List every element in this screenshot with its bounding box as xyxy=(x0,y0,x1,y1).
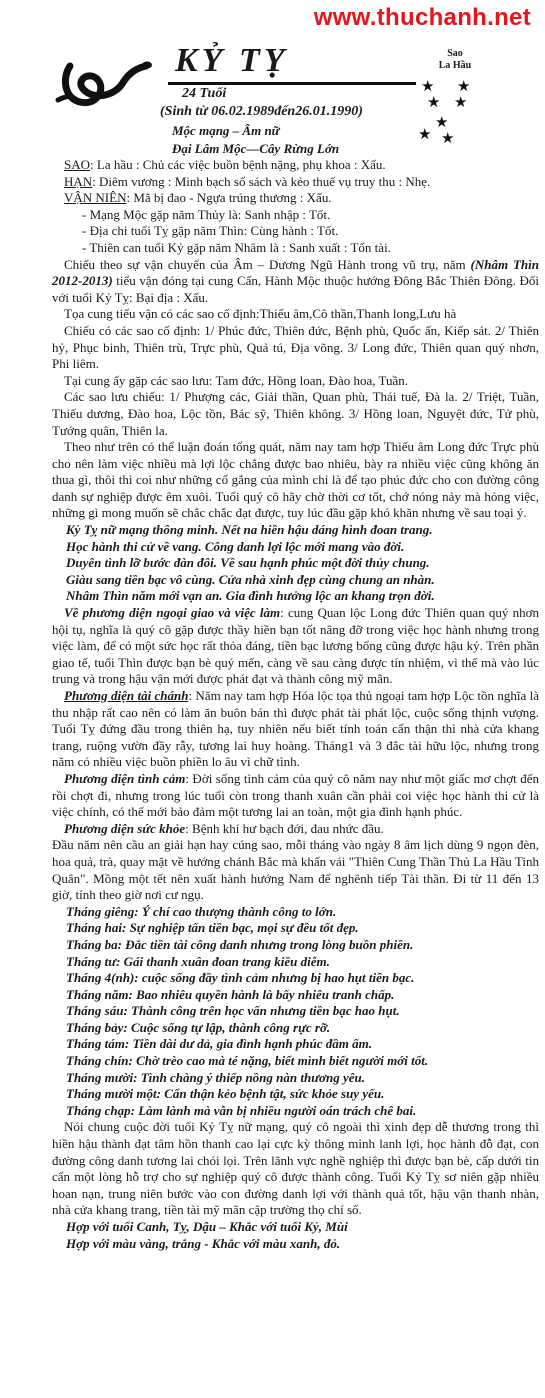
month-name: Tháng năm xyxy=(66,986,129,1002)
month-line xyxy=(52,1003,539,1020)
month-line xyxy=(52,1020,539,1037)
paragraph-chieu xyxy=(52,257,539,307)
paragraph-suc-khoe xyxy=(52,821,539,838)
p1-year: (Nhâm Thìn 2012-2013) xyxy=(52,256,540,289)
star-icon: ★ xyxy=(454,95,468,111)
sao-label: SAO xyxy=(64,157,91,172)
p1-text-a: Chiếu theo sự vận chuyển của Âm – Dương Ngũ Hành trong vũ trụ, năm xyxy=(64,256,466,272)
vannien-line xyxy=(52,190,539,207)
hop-tuoi: Hợp với tuổi Canh, Tỵ, Dậu – Khắc với tuổi Kỷ, Mùi xyxy=(66,1219,348,1234)
month-line xyxy=(52,1070,539,1087)
month-name: Tháng chạp xyxy=(66,1102,131,1118)
month-line xyxy=(52,987,539,1004)
month-line xyxy=(52,1053,539,1070)
poem-line: Nhâm Thìn năm mới vạn an. Gia đình hưởng lộc an khang trọn đời. xyxy=(66,588,435,604)
month-name: Tháng mười xyxy=(66,1069,134,1085)
sao-text: : La hầu : Chủ các việc buồn bệnh nặng, phụ khoa : Xấu. xyxy=(90,157,386,172)
month-text: : Thành công trên học vấn nhưng tiền bạc hao hụt. xyxy=(123,1003,400,1019)
star-icon: ★ xyxy=(441,131,455,147)
month-name: Tháng hai xyxy=(66,920,122,936)
month-line xyxy=(52,920,539,937)
star-icon: ★ xyxy=(421,79,435,95)
star-name: La Hầu xyxy=(438,60,472,71)
suc-khoe-text: : Bệnh khí hư bạch đới, đau nhức đầu. xyxy=(185,820,384,836)
star-title: Sao xyxy=(447,48,463,59)
months-list xyxy=(52,904,539,1120)
month-name: Tháng chín xyxy=(66,1053,129,1069)
star-icon: ★ xyxy=(418,127,432,143)
star-icon: ★ xyxy=(457,79,471,95)
tai-chanh-text: : Năm nay tam hợp Hóa lộc tọa thủ ngoại tam hợp Lộc tồn nghĩa là thu nhập rất cao nên có làm ăn buôn bán thì được phát tài phát lộc, cuộc sống thịnh vượng. Tuổi Tỵ đứng đầu trong thiên hạ, tuy nhiên nếu biết tính toán cẩn thận thì nhà cửa khang trang, ruộng vườn đầy rẫy, tương lai huy hoàng. Tháng1 và 3 đắc tài hữu lộc, nhưng trong năm có nhiều việc buồn phiền lo âu vì chữ tình. xyxy=(52,688,539,770)
month-name: Tháng bảy xyxy=(66,1019,124,1035)
month-line xyxy=(52,1103,539,1120)
month-text: : Bao nhiêu quyền hành là bấy nhiêu tranh chấp. xyxy=(128,986,395,1002)
month-text: : Làm lành mà vẫn bị nhiều người oán trách chê bai. xyxy=(130,1102,417,1118)
page-title: KỶ TỴ xyxy=(175,42,289,79)
birth-range: (Sinh từ 06.02.1989đến26.01.1990) xyxy=(160,104,363,119)
month-text: : Đắc tiền tài công danh nhưng trong lòng buồn phiền. xyxy=(117,936,414,952)
list-item: - Thiên can tuổi Kỷ gặp năm Nhâm là : Sanh xuất : Tốn tài. xyxy=(82,239,391,255)
han-line xyxy=(52,174,539,191)
month-name: Tháng mười một xyxy=(66,1086,157,1102)
suc-khoe-label: Phương diện sức khỏe xyxy=(64,820,186,836)
tinh-cam-text: : Đời sống tình cảm của quý cô năm nay như một giấc mơ chợt đến rồi chợt đi, nhưng trong lúc tuổi còn trong thanh xuân cần phải coi việc học hành thi cử là việc chính, có thế mới bảo đảm một tương lai an toàn, một gia đình hạnh phúc. xyxy=(52,770,540,820)
month-line xyxy=(52,1036,539,1053)
title-underline xyxy=(168,82,416,85)
ngoai-giao-text: : cung Quan lộc Long đức Thiên quan quý nhơn hội tụ, nghĩa là quý cô gặp được thầy hiền bạn tốt nâng đỡ trong việc học hành nhưng trong việc làm, để có một sức học rất thỏa đáng, tiền bạc lương bổng cũng được hậu kỷ. Trên phần giao tế, tuổi Thìn được bạn bè quý mến, càng về sau càng được tín nhiệm, vì thế mà vào lúc trung và trong hậu vận mới được phát đạt và thành công mỹ mãn. xyxy=(52,605,539,687)
paragraph-sao-luu: Tại cung ấy gặp các sao lưu: Tam đức, Hồng loan, Đào hoa, Tuần. xyxy=(64,372,409,388)
month-text: : Cuộc sống tự lập, thành công rực rỡ. xyxy=(123,1019,331,1035)
site-url[interactable]: www.thuchanh.net xyxy=(313,4,531,31)
napam-label: Đại Lâm Mộc—Cây Rừng Lớn xyxy=(172,141,340,156)
menh-label: Mộc mạng – Âm nữ xyxy=(172,123,280,138)
ngoai-giao-label: Về phương diện ngoại giao và việc làm xyxy=(64,605,281,621)
vannien-label: VẬN NIÊN xyxy=(64,190,127,206)
month-line xyxy=(52,954,539,971)
month-line xyxy=(52,937,539,954)
poem-line: Kỷ Tỵ nữ mạng thông minh. Nết na hiền hậu dáng hình đoan trang. xyxy=(66,522,433,538)
month-text: : Sự nghiệp tấn tiền bạc, mọi sự đều tốt đẹp. xyxy=(122,920,359,936)
paragraph-tai-chanh xyxy=(52,688,539,771)
month-line xyxy=(52,904,539,921)
month-text: : Cẩn thận kẻo bệnh tật, sức khỏe suy yếu. xyxy=(156,1086,385,1102)
age-label: 24 Tuổi xyxy=(182,86,227,101)
han-label: HẠN xyxy=(64,173,93,189)
tai-chanh-label: Phương diện tài chánh xyxy=(64,688,189,703)
month-name: Tháng tư xyxy=(66,953,117,969)
star-icon: ★ xyxy=(435,115,449,131)
poem-line: Giàu sang tiền bạc vô cùng. Cửa nhà xinh đẹp cùng chung an nhàn. xyxy=(66,571,435,587)
month-line xyxy=(52,970,539,987)
month-name: Tháng giêng xyxy=(66,903,135,919)
month-line xyxy=(52,1086,539,1103)
paragraph-cau-an: Đầu năm nên cầu an giải hạn hay cúng sao, mỗi tháng vào ngày 8 âm lịch dùng 9 ngọn đèn, hoa quả, trà, quay mặt về hướng chánh Bắc mà khấn vái "Thiên Cung Thần Thủ La Hầu Tinh Quân". Mồng một tết nên xuất hành hướng Nam để nghênh tiếp Tài thần. Đi từ 11 đến 13 giờ, tính theo giờ nơi cư ngụ. xyxy=(52,837,539,903)
paragraph-ngoai-giao xyxy=(52,605,539,688)
month-text: : Ý chí cao thượng thành công to lớn. xyxy=(134,903,337,919)
paragraph-luan-doan: Theo như trên có thể luận đoán tổng quát, năm nay tam hợp Thiếu âm Long đức Trực phù cho nên làm việc nhiều mà lợi lộc chẳng được bao nhiêu, bày ra nhiều việc cũng không ăn thua gì, thôi thì coi như những cố gắng của mình chỉ là để tạo phúc đức cho con đường công danh sự nghiệp được êm xuôi. Tuổi quý cô hãy chờ thời cơ tốt, chớ nóng nảy mà hỏng việc, những gì mong muốn sẽ chắc chắc đạt được, tuy lúc đầu gặp khó khăn nhưng về sau toại ý. xyxy=(52,439,539,521)
paragraph-chieu-sao: Chiếu có các sao cố định: 1/ Phúc đức, Thiên đức, Bệnh phù, Quốc ấn, Kiếp sát. 2/ Thiên hỷ, Phục binh, Thiên trù, Trực phù, Quả tú, Địa võng. 3/ Long đức, Thiên quan quý nhơn, Phi liêm. xyxy=(52,322,539,372)
month-text: : cuộc sống đầy tình cảm nhưng bị hao hụt tiền bạc. xyxy=(134,970,415,986)
vannien-text: : Mã bị đao - Ngựa trúng thương : Xấu. xyxy=(126,190,332,206)
month-name: Tháng 4(nh) xyxy=(66,970,135,986)
paragraph-tinh-cam xyxy=(52,771,539,821)
month-text: : Chờ trèo cao mà té nặng, biết mình biết người mới tốt. xyxy=(128,1053,429,1069)
poem-line: Duyên tình lỡ bước đàn đôi. Về sau hạnh phúc một đời thủy chung. xyxy=(66,555,430,571)
star-label xyxy=(433,48,477,72)
tinh-cam-label: Phương diện tình cảm xyxy=(64,770,186,786)
p1-text-c: tiểu vận đóng tại cung Cấn, Hành Mộc thuộc hướng Đông Bắc Thiên Đông. Đối với tuổi Kỷ Tỵ: Bại địa : Xấu. xyxy=(52,273,539,305)
month-text: : Tình chàng ý thiếp nồng nàn thương yêu. xyxy=(133,1069,365,1085)
sao-line xyxy=(52,157,539,174)
month-name: Tháng ba xyxy=(66,936,118,952)
han-text: : Diêm vương : Minh bạch sổ sách và kẻo thuế vụ truy thu : Nhẹ. xyxy=(92,173,431,189)
paragraph-ket-luan: Nói chung cuộc đời tuổi Kỷ Tỵ nữ mạng, quý cô ngoài thì xinh đẹp dễ thương trong thì hiền hậu thành đạt tâm hồn thanh cao lại cực kỳ thông minh lanh lợi, học hành đỗ đạt, con đường công danh tương lai chói lọi. Trên lãnh vực nghề nghiệp thì được bạn bè, cấp dưới tin cẩn một lòng hỗ trợ cho sự nghiệp quý cô được thành công. Tuổi Kỷ Tỵ sơ niên gặp nhiều hoan nạn, trung niên bước vào con đường danh lợi với thành quả tốt, hậu vận thanh nhàn, nhà cửa khang trang, tiền tài mỹ mãn cập trường thọ chí số. xyxy=(52,1119,539,1218)
main-content xyxy=(52,157,539,1252)
month-name: Tháng sáu xyxy=(66,1003,124,1019)
paragraph-toa-cung: Tọa cung tiểu vận có các sao cố định:Thiếu âm,Cô thần,Thanh long,Lưu hà xyxy=(64,306,457,322)
month-text: : Tiền dài dư dả, gia đình hạnh phúc đầm ấm. xyxy=(124,1036,373,1052)
list-item: - Địa chi tuổi Tỵ gặp năm Thìn: Cùng hành : Tốt. xyxy=(82,223,339,239)
paragraph-sao-luu-chieu: Các sao lưu chiếu: 1/ Phượng các, Giải thần, Quan phù, Thái tuế, Đà la. 2/ Triệt, Tuần, Thiếu dương, Đào hoa, Lộc tồn, Bác sỹ, Thiên không. 3/ Hồng loan, Nguyệt đức, Tử phù, Tướng quân, Thiên la. xyxy=(52,389,539,438)
list-item: - Mạng Mộc gặp năm Thủy là: Sanh nhập : Tốt. xyxy=(82,206,331,222)
hop-mau: Hợp với màu vàng, trắng - Khắc với màu xanh, đỏ. xyxy=(66,1235,341,1251)
month-text: : Gái thanh xuân đoan trang kiều diễm. xyxy=(116,953,330,969)
month-name: Tháng tám xyxy=(66,1036,125,1052)
snake-logo xyxy=(52,46,152,116)
star-icon: ★ xyxy=(427,95,441,111)
poem-line: Học hành thi cử về vang. Công danh lợi lộc mới mang vào đời. xyxy=(66,538,405,554)
